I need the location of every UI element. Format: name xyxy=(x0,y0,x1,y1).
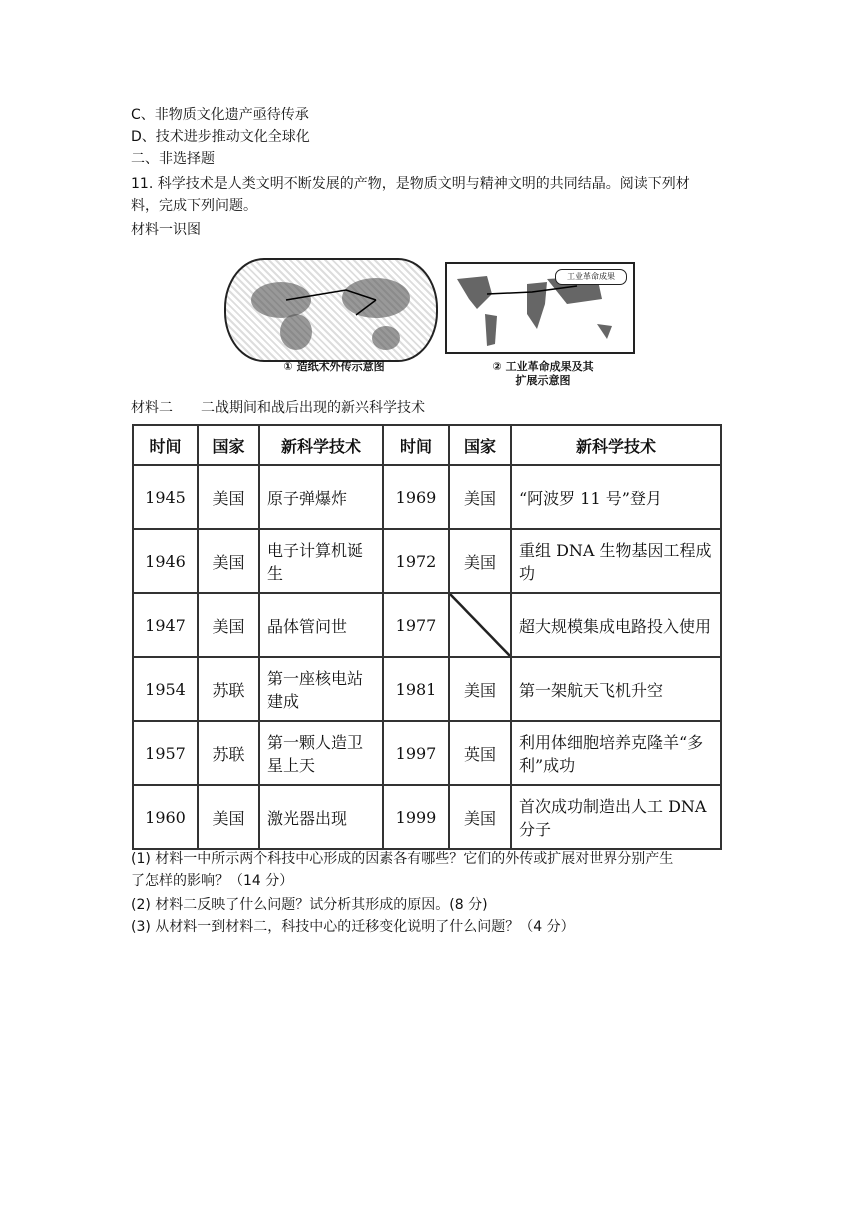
header-tech-1: 新科学技术 xyxy=(259,425,383,465)
section-heading: 二、非选择题 xyxy=(131,151,215,167)
table-cell: 首次成功制造出人工 DNA 分子 xyxy=(511,785,721,849)
table-cell: 1960 xyxy=(133,785,198,849)
table-cell: 1946 xyxy=(133,529,198,593)
option-c: C、非物质文化遗产亟待传承 xyxy=(131,107,309,123)
header-tech-2: 新科学技术 xyxy=(511,425,721,465)
empty-diagonal-cell xyxy=(449,593,511,657)
map-two-caption-line-2: 扩展示意图 xyxy=(515,374,571,387)
question-11-stem-1: 11. 科学技术是人类文明不断发展的产物，是物质文明与精神文明的共同结晶。阅读下列材 xyxy=(131,176,690,192)
table-cell: 晶体管问世 xyxy=(259,593,383,657)
table-cell: 1999 xyxy=(383,785,449,849)
table-cell: 1981 xyxy=(383,657,449,721)
industrial-revolution-map xyxy=(445,262,635,354)
sub-question-2: (2) 材料二反映了什么问题？试分析其形成的原因。(8 分) xyxy=(131,897,488,913)
table-cell: 第一颗人造卫星上天 xyxy=(259,721,383,785)
table-row xyxy=(133,529,721,593)
map-two-legend: 工业革命成果 xyxy=(555,269,627,285)
table-cell: 美国 xyxy=(198,785,259,849)
header-time-1: 时间 xyxy=(133,425,198,465)
table-cell: 美国 xyxy=(198,593,259,657)
technology-table xyxy=(132,424,722,850)
table-cell: 1954 xyxy=(133,657,198,721)
material-one-maps xyxy=(224,256,644,386)
table-cell: 美国 xyxy=(449,465,511,529)
table-cell: 美国 xyxy=(198,465,259,529)
table-cell: 美国 xyxy=(449,785,511,849)
table-cell: 电子计算机诞生 xyxy=(259,529,383,593)
header-country-1: 国家 xyxy=(198,425,259,465)
table-cell: 1945 xyxy=(133,465,198,529)
sub-question-1-line-1: (1) 材料一中所示两个科技中心形成的因素各有哪些？它们的外传或扩展对世界分别产生 xyxy=(131,851,674,867)
table-cell: 1972 xyxy=(383,529,449,593)
table-cell: 1969 xyxy=(383,465,449,529)
table-cell: 美国 xyxy=(198,529,259,593)
table-row xyxy=(133,785,721,849)
table-row xyxy=(133,465,721,529)
papermaking-spread-map xyxy=(224,258,438,362)
table-cell: 英国 xyxy=(449,721,511,785)
sub-question-3: (3) 从材料一到材料二，科技中心的迁移变化说明了什么问题？（4 分） xyxy=(131,919,575,935)
option-d: D、技术进步推动文化全球化 xyxy=(131,129,310,145)
table-cell: 第一架航天飞机升空 xyxy=(511,657,721,721)
table-cell: 重组 DNA 生物基因工程成功 xyxy=(511,529,721,593)
table-row xyxy=(133,593,721,657)
table-row xyxy=(133,721,721,785)
table-cell: 美国 xyxy=(449,657,511,721)
sub-question-1 xyxy=(131,848,731,892)
table-header-row xyxy=(133,425,721,465)
map-two-caption-line-1: ② 工业革命成果及其 xyxy=(492,360,594,373)
material-one-label: 材料一识图 xyxy=(131,222,201,238)
header-country-2: 国家 xyxy=(449,425,511,465)
table-cell: 苏联 xyxy=(198,721,259,785)
table-cell: 美国 xyxy=(449,529,511,593)
table-row xyxy=(133,657,721,721)
table-cell: 1977 xyxy=(383,593,449,657)
table-cell: 第一座核电站建成 xyxy=(259,657,383,721)
sub-question-1-line-2: 了怎样的影响？（14 分） xyxy=(131,873,294,889)
map-one-caption: ① 造纸术外传示意图 xyxy=(283,360,385,373)
table-cell: 1957 xyxy=(133,721,198,785)
table-cell: 超大规模集成电路投入使用 xyxy=(511,593,721,657)
table-cell: 苏联 xyxy=(198,657,259,721)
material-two-label: 材料二 二战期间和战后出现的新兴科学技术 xyxy=(131,400,425,416)
table-cell: 原子弹爆炸 xyxy=(259,465,383,529)
table-cell: “阿波罗 11 号”登月 xyxy=(511,465,721,529)
question-11-stem-2: 料，完成下列问题。 xyxy=(131,198,257,214)
table-cell: 利用体细胞培养克隆羊“多利”成功 xyxy=(511,721,721,785)
table-cell: 激光器出现 xyxy=(259,785,383,849)
table-cell: 1997 xyxy=(383,721,449,785)
table-cell: 1947 xyxy=(133,593,198,657)
map-two-caption xyxy=(458,360,628,388)
header-time-2: 时间 xyxy=(383,425,449,465)
papermaking-map-drawing xyxy=(226,260,436,360)
